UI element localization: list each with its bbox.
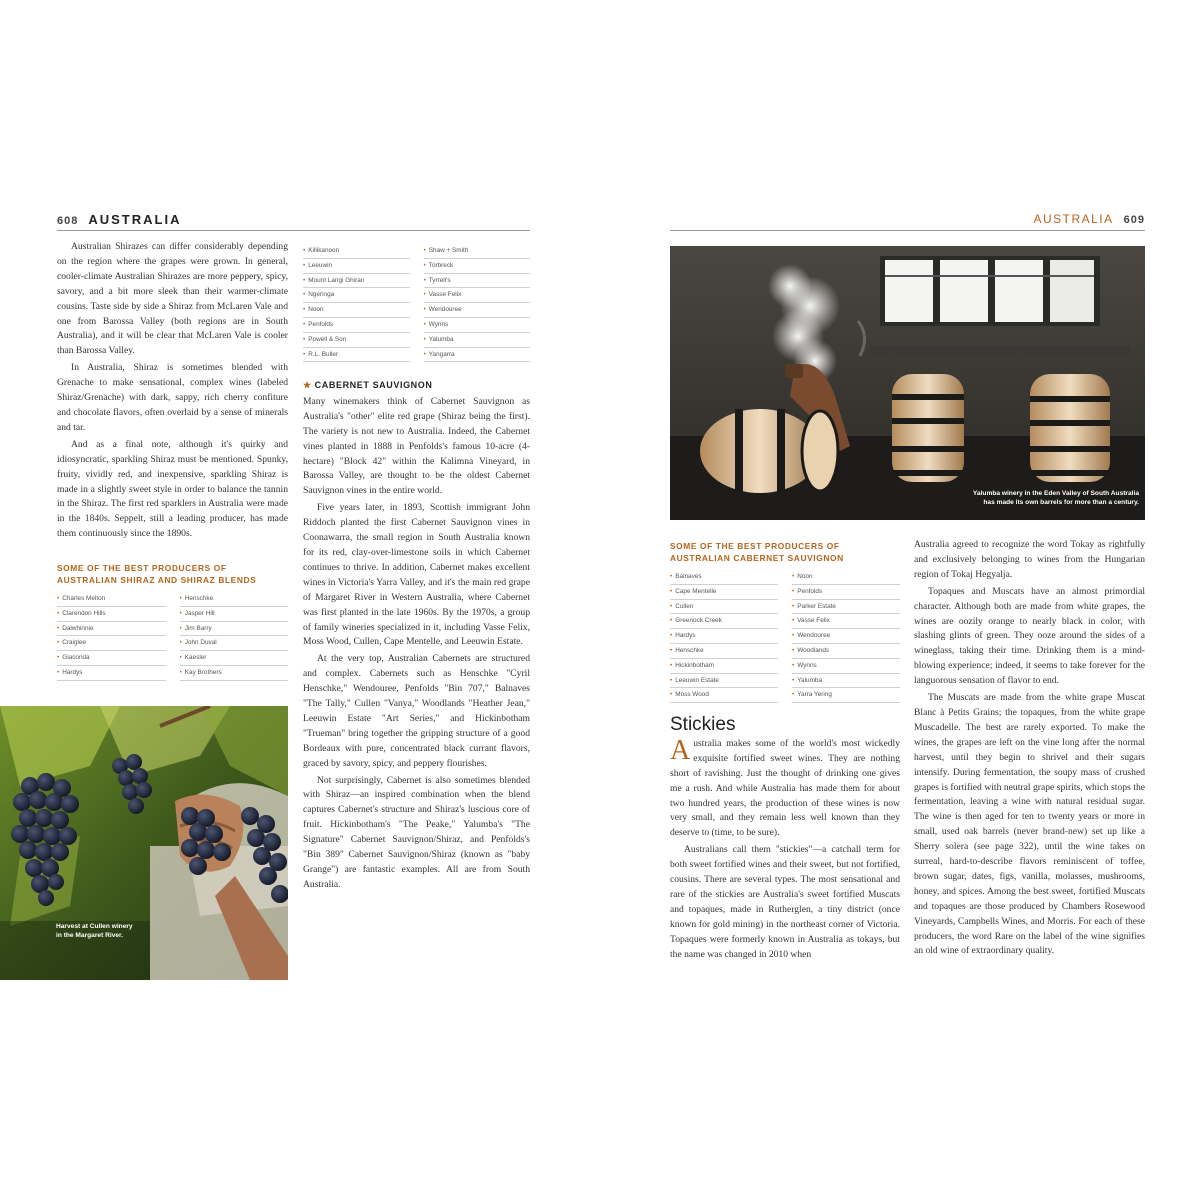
list-item: • Henschke: [180, 592, 289, 607]
cabernet-producers-box: [670, 540, 900, 703]
list-item: • Balnaves: [670, 570, 778, 585]
list-item: • Moss Wood: [670, 688, 778, 703]
box-title: AUSTRALIAN SHIRAZ AND SHIRAZ BLENDS: [57, 575, 257, 585]
list-item: • Tyrrell's: [424, 274, 531, 289]
producer-list: [303, 244, 530, 362]
list-item: • Noon: [303, 303, 410, 318]
list-item: • Kaesler: [180, 651, 289, 666]
producer-list: [57, 592, 288, 681]
list-item: • Noon: [792, 570, 900, 585]
list-item: • Leeuwin: [303, 259, 410, 274]
top-producer-list-box: [303, 244, 530, 362]
left-column-1: [57, 240, 288, 544]
list-item: • Penfolds: [303, 318, 410, 333]
body-paragraph: Five years later, in 1893, Scottish immigrant John Riddoch planted the first Cabernet Sauvignon vines in Coonawarra, the small region in South Australia known for its red, clay-over-limestone soils in which Cabernet continues to thrive. In addition, Cabernet makes excellent wines in Victoria's Yarra Valley, and it's the main red grape of Margaret River in Western Australia, where Cabernet was first planted in the late 1960s. By the 1970s, a group of family wineries specialized in it, including Vasse Felix, Moss Wood, Cullen, Cape Mentelle, and Leeuwin Estate.: [303, 502, 530, 648]
body-paragraph: Australian Shirazes can differ considerably depending on the region where the grapes were grown. In general, cooler-climate Australian Shirazes are more peppery, spicy, savory, and a bit more sleek than their warmer-climate cousins. Taste side by side a Shiraz from McLaren Vale and one from Barossa Valley (both regions are in South Australia), and it will be clear that McLaren Vale is cooler than Barossa Valley.: [57, 241, 288, 357]
section-subhead: ★ CABERNET SAUVIGNON: [303, 380, 433, 390]
list-item: • Wendouree: [424, 303, 531, 318]
list-item: • Cullen: [670, 600, 778, 615]
list-item: • John Duval: [180, 636, 289, 651]
list-item: • Vasse Felix: [424, 288, 531, 303]
list-item: • Vasse Felix: [792, 614, 900, 629]
list-item: • Yalumba: [792, 674, 900, 689]
body-paragraph: Australia makes some of the world's most wickedly exquisite fortified sweet wines. They are nothing short of ravishing. Just the thought of drinking one gives me a rush. And while Australia has made them for about two hundred years, the production of these wines is now very small, and they remain less well known than they deserve to (time, to be sure).: [670, 734, 900, 839]
photo-caption: Yalumba winery in the Eden Valley of South Australia has made its own barrels for more than a century.: [972, 490, 1139, 506]
body-paragraph: In Australia, Shiraz is sometimes blended with Grenache to make sensational, complex wines (labeled Shiraz/Grenache) with dark, sappy, rich cherry confiture and chocolate flavors, often overlaid by a sense of minerals and tar.: [57, 362, 288, 433]
list-item: • R.L. Buller: [303, 348, 410, 363]
list-item: • Penfolds: [792, 585, 900, 600]
list-item: • Wynns: [792, 659, 900, 674]
list-item: • Hardys: [670, 629, 778, 644]
body-paragraph: The Muscats are made from the white grape Muscat Blanc à Petits Grains; the topaques, from the white grape Muscadelle. The best are rarely exported. To make the wines, the grapes are left on the vine long after the normal harvest, until they begin to shrivel and their sugars intensify. During fermentation, the soupy mass of crushed grapes is fortified with neutral grape spirits, which stops the fermentation, leaving a wine with natural residual sugar. The wine is then aged for ten to twenty years or more in small, used oak barrels (never brand-new) set up like a Sherry solera (see page 322), until the wine takes on surreal, hard-to-describe flavors reminiscent of toffee, brown sugar, dates, figs, vanilla, molasses, mushrooms, honey, and spices. Among the best sweet, fortified Muscats and topaques are those produced by Chambers Rosewood Vineyards, Campbells Wines, and Morris. For each of these producers, the word Rare on the label of the wine signifies an old wine of extraordinary quality.: [914, 692, 1145, 957]
list-item: • Torbreck: [424, 259, 531, 274]
list-item: • Jim Barry: [180, 622, 289, 637]
barrel-workshop-photo: [670, 246, 1145, 520]
list-item: • Wynns: [424, 318, 531, 333]
list-item: • Ngeringa: [303, 288, 410, 303]
left-column-2: [303, 370, 530, 895]
star-icon: ★: [303, 380, 312, 390]
right-page-number: 609: [1123, 214, 1145, 226]
left-running-title: AUSTRALIA: [88, 212, 182, 227]
list-item: • Dalwhinnie: [57, 622, 166, 637]
body-paragraph: Australians call them "stickies"—a catchall term for both sweet fortified wines and their sweet, but not fortified, cousins. There are several types. The most sensational and rare of the stickies are Australia's sweet fortified Muscats and topaques, made in Rutherglen, a tiny district (once known for gold mining) in the northeast corner of Victoria. Topaques were formerly known in Australia as tokays, but the name was changed in 2010 when: [670, 844, 900, 960]
list-item: • Shaw + Smith: [424, 244, 531, 259]
left-page-number: 608: [57, 215, 79, 227]
producer-list: [670, 570, 900, 703]
list-item: • Giaconda: [57, 651, 166, 666]
body-paragraph: Australia agreed to recognize the word Tokay as rightfully and exclusively belonging to wines from the Hungarian region of Tokaj Hegyalja.: [914, 539, 1145, 580]
drop-cap: A: [670, 734, 691, 766]
list-item: • Henschke: [670, 644, 778, 659]
box-title: AUSTRALIAN CABERNET SAUVIGNON: [670, 553, 844, 563]
right-running-header: [1033, 212, 1145, 226]
shiraz-producers-box: [57, 562, 288, 681]
left-running-header: [57, 212, 181, 227]
list-item: • Hickinbotham: [670, 659, 778, 674]
list-item: • Yarra Yering: [792, 688, 900, 703]
box-title: SOME OF THE BEST PRODUCERS OF: [670, 541, 840, 551]
list-item: • Wendouree: [792, 629, 900, 644]
body-paragraph: At the very top, Australian Cabernets are structured and complex. Cabernets such as Henschke "Cyril Henschke," Wendouree, Penfolds "Bin 707," Balnaves "The Tally," Cullen "Vanya," Woodlands "Heather Jean," Leeuwin Estate "Art Series," and Hickinbotham "Trueman" bring together the gripping structure of a good Bordeaux with pure, concentrated black currant flavors, graced by savory, spicy, and peppery flourishes.: [303, 653, 530, 769]
list-item: • Woodlands: [792, 644, 900, 659]
grape-harvest-image: [0, 706, 288, 980]
list-item: • Greenock Creek: [670, 614, 778, 629]
list-item: • Craiglee: [57, 636, 166, 651]
right-column-2: [914, 538, 1145, 961]
right-header-rule: [670, 230, 1145, 231]
list-item: • Clarendon Hills: [57, 607, 166, 622]
list-item: • Cape Mentelle: [670, 585, 778, 600]
box-title: SOME OF THE BEST PRODUCERS OF: [57, 563, 227, 573]
barrel-workshop-image: [670, 246, 1145, 520]
list-item: • Kay Brothers: [180, 666, 289, 681]
list-item: • Killikanoon: [303, 244, 410, 259]
body-paragraph: Many winemakers think of Cabernet Sauvignon as Australia's "other" elite red grape (Shiraz being the first). The variety is not new to Australia. Indeed, the Cabernet vines planted in 1888 in Penfolds's famous 10-acre (4-hectare) "Block 42" within the Kalimna Vineyard, in Barossa Valley, are thought to be the oldest Cabernet Sauvignon vines in the entire world.: [303, 395, 530, 497]
stickies-section: [670, 714, 900, 965]
list-item: • Mount Langi Ghiran: [303, 274, 410, 289]
list-item: • Charles Melton: [57, 592, 166, 607]
list-item: • Leeuwin Estate: [670, 674, 778, 689]
list-item: • Jasper Hill: [180, 607, 289, 622]
body-paragraph: And as a final note, although it's quirky and idiosyncratic, sparkling Shiraz must be mentioned. Spunky, fruity, vividly red, and inexpensive, sparkling Shiraz is made in a slightly sweet style in order to balance the tannin in the Shiraz. The first red sparklers in Australia were made in the 1840s. Seppelt, still a leading producer, has made them continuously since the 1890s.: [57, 438, 288, 540]
right-running-title: AUSTRALIA: [1033, 212, 1114, 226]
list-item: • Yangarra: [424, 348, 531, 363]
list-item: • Powell & Son: [303, 333, 410, 348]
list-item: • Hardys: [57, 666, 166, 681]
body-paragraph: Topaques and Muscats have an almost primordial character. Although both are made from white grapes, the wines are oozily orange to nearly black in color, with slashing glints of green. They ooze around the sides of a wineglass, taking their time. Drinking them is a mind-blowing experience; indeed, it seems to take forever for the languorous sensation of flavor to end.: [914, 585, 1145, 687]
left-header-rule: [57, 230, 530, 231]
grape-harvest-photo: [0, 706, 288, 980]
list-item: • Parker Estate: [792, 600, 900, 615]
photo-caption: Harvest at Cullen winery in the Margaret River.: [56, 923, 133, 939]
list-item: • Yalumba: [424, 333, 531, 348]
body-paragraph: Not surprisingly, Cabernet is also sometimes blended with Shiraz—an inspired combination when the blend captures Cabernet's structure and Shiraz's luscious core of fruit. Hickinbotham's "The Peake," Yalumba's "The Signature" Cabernet Sauvignon/Shiraz, and Penfolds's "Bin 389" Cabernet Sauvignon/Shiraz (known as "baby Grange") are fantastic examples. All are from South Australia.: [303, 774, 530, 890]
section-heading: Stickies: [670, 714, 736, 735]
